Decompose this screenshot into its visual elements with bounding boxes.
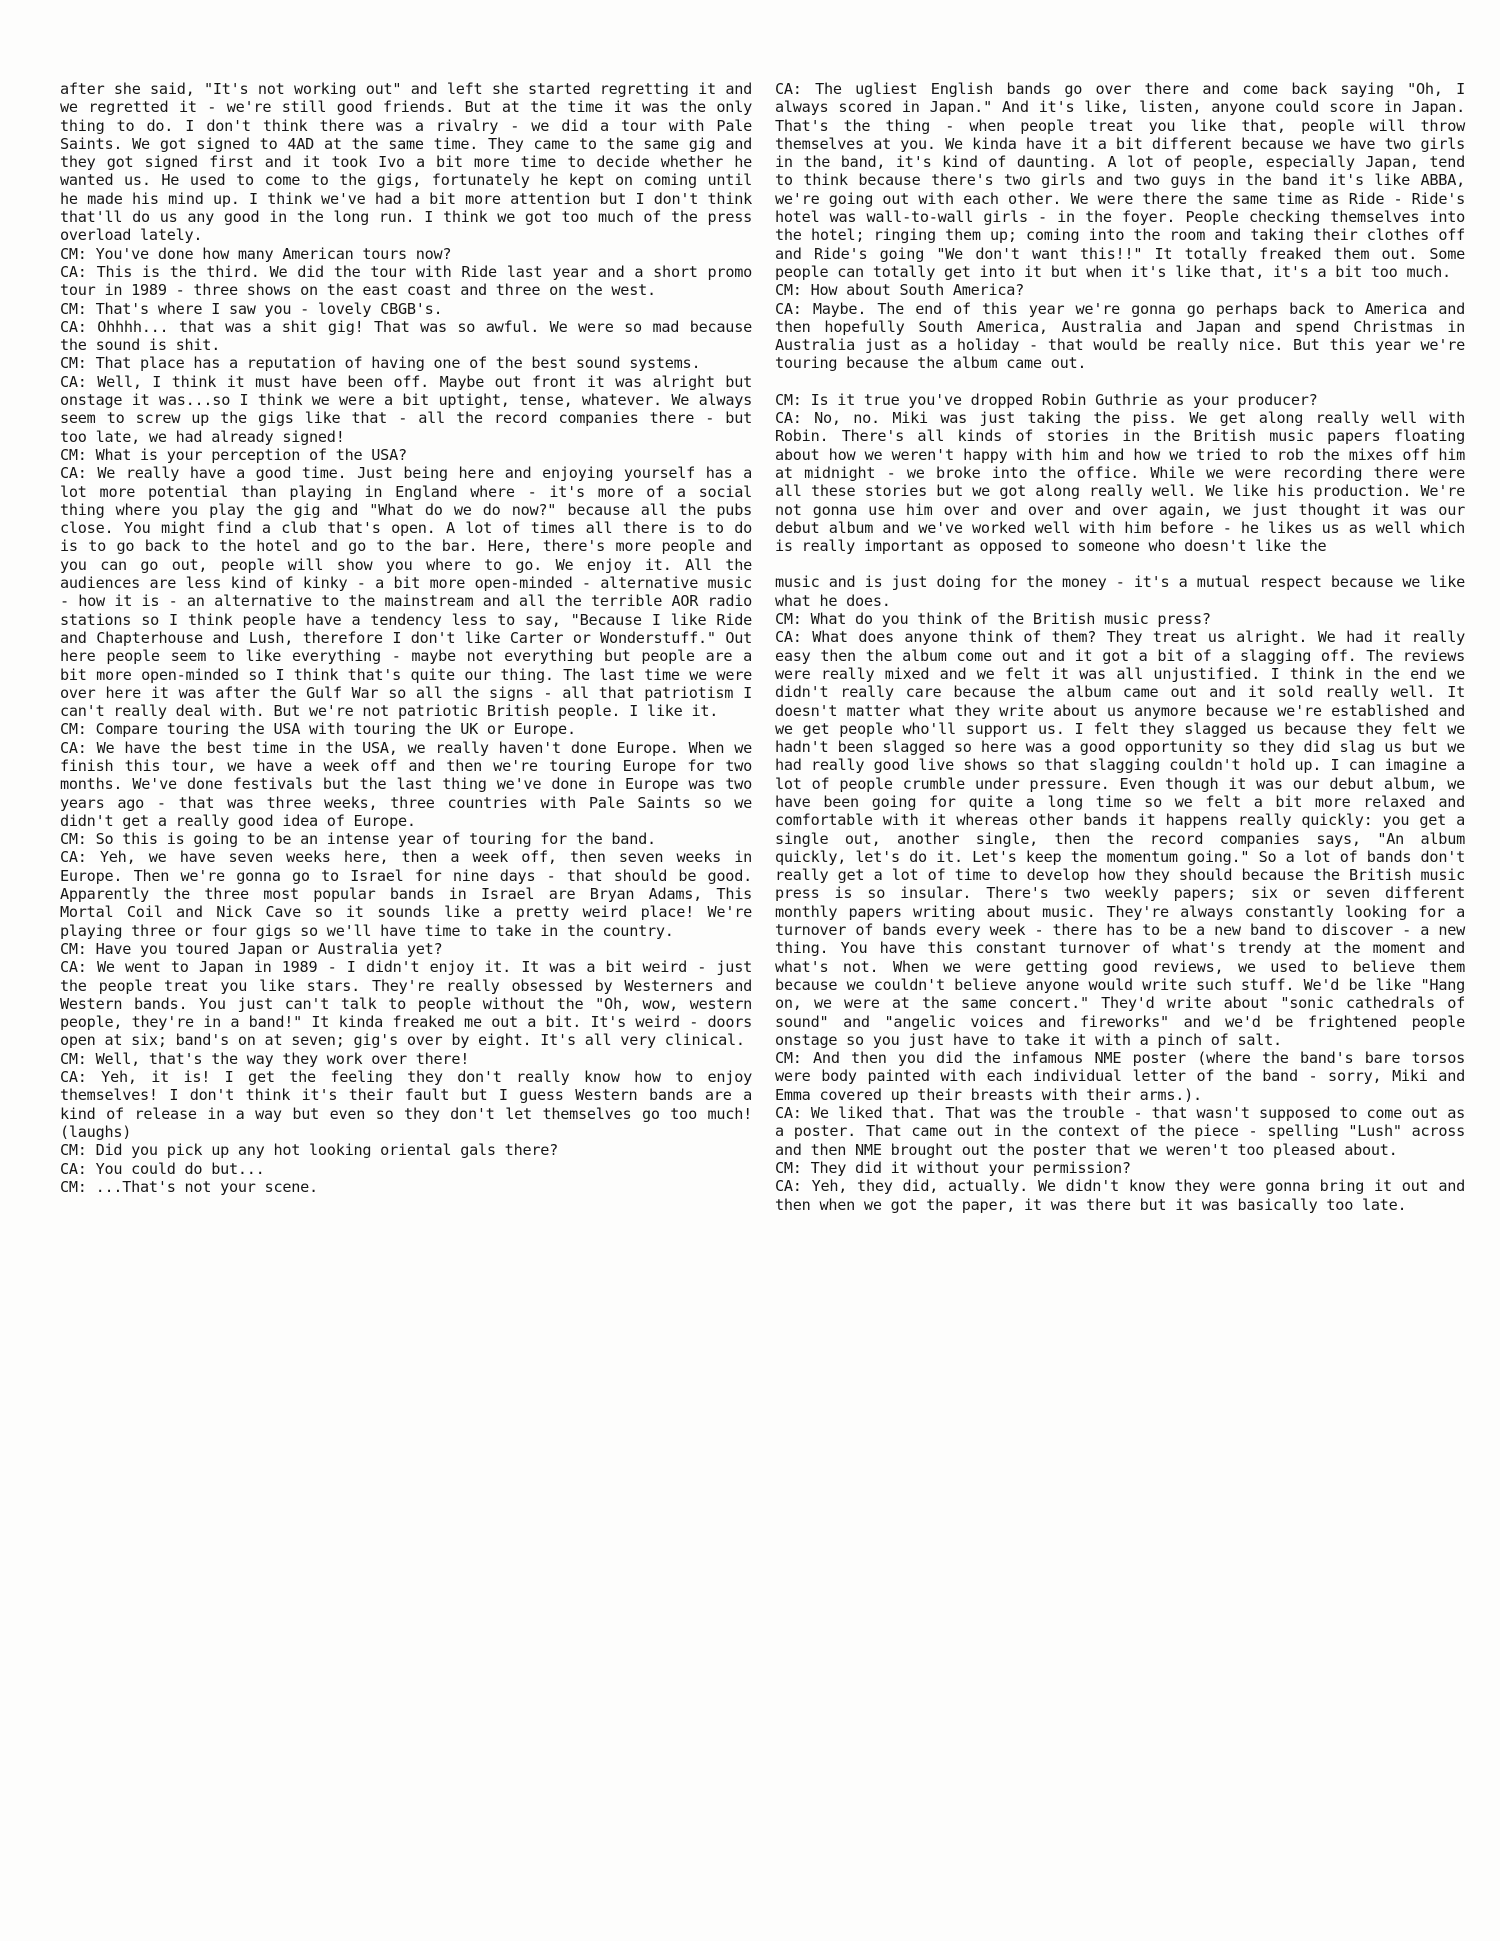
paragraph: CM: Is it true you've dropped Robin Guthrie as your producer? bbox=[775, 390, 1318, 409]
left-column bbox=[60, 80, 752, 1196]
paragraph: CA: We went to Japan in 1989 - I didn't enjoy it. It was a bit weird - just the people treat you like stars. They're really obsessed by Westerners and Western bands. You just can't talk to people without the "Oh, wow, western people, they're in a band!" It kinda freaked me out a bit. It's weird - doors open at six; band's on at seven; gig's over by eight. It's all very clinical. bbox=[60, 958, 752, 1050]
paragraph: CM: And then you did the infamous NME poster (where the band's bare torsos were body painted with each individual letter of the band - sorry, Miki and Emma covered up their breasts with their arms.). bbox=[775, 1049, 1465, 1104]
paragraph: CM: You've done how many American tours now? bbox=[60, 244, 452, 263]
paragraph: CM: ...That's not your scene. bbox=[60, 1177, 318, 1196]
paragraph: CA: Maybe. The end of this year we're gonna go perhaps back to America and then hopefully South America, Australia and Japan and spend Christmas in Australia just as a holiday - that would be really nice. But this year we're touring because the album came out. bbox=[775, 299, 1465, 373]
paragraph: after she said, "It's not working out" and left she started regretting it and we regretted it - we're still good friends. But at the time it was the only thing to do. I don't think there was a rivalry - we did a tour with Pale Saints. We got signed to 4AD at the same time. They came to the same gig and they got signed first and it took Ivo a bit more time to decide whether he wanted us. He used to come to the gigs, fortunately he kept on coming until he made his mind up. I think we've had a bit more attention but I don't think that'll do us any good in the long run. I think we got too much of the press overload lately. bbox=[60, 80, 752, 245]
paragraph: CM: What is your perception of the USA? bbox=[60, 445, 407, 464]
paragraph: CA: Yeh, it is! I get the feeling they don't really know how to enjoy themselves! I don't think it's their fault but I guess Western bands are a kind of release in a way but even so they don't let themselves go too much! (laughs) bbox=[60, 1068, 752, 1141]
paragraph: CM: Compare touring the USA with touring the UK or Europe. bbox=[60, 720, 576, 739]
paragraph: CA: Yeh, they did, actually. We didn't know they were gonna bring it out and then when we got the paper, it was there but it was basically too late. bbox=[775, 1177, 1465, 1214]
paragraph: CA: Yeh, we have seven weeks here, then a week off, then seven weeks in Europe. Then we're gonna go to Israel for nine days - that should be good. Apparently the three most popular bands in Israel are Bryan Adams, This Mortal Coil and Nick Cave so it sounds like a pretty weird place! We're playing three or four gigs so we'll have time to take in the country. bbox=[60, 848, 752, 940]
paragraph: CM: What do you think of the British music press? bbox=[775, 610, 1211, 629]
paragraph: CA: This is the third. We did the tour with Ride last year and a short promo tour in 1989 - three shows on the east coast and three on the west. bbox=[60, 262, 752, 300]
paragraph: CM: Did you pick up any hot looking oriental gals there? bbox=[60, 1141, 559, 1160]
paragraph: CA: What does anyone think of them? They treat us alright. We had it really easy then the album come out and it got a bit of a slagging off. The reviews were really mixed and we felt it was all unjustified. I think in the end we didn't really care because the album came out and it sold really well. It doesn't matter what they write about us anymore because we're established and we get people who'll support us. I felt they slagged us because they felt we hadn't been slagged so here was a good opportunity so they did slag us but we had really good live shows so that slagging couldn't hold up. I can imagine a lot of people crumble under pressure. Even though it was our debut album, we have been going for quite a long time so we felt a bit more relaxed and comfortable with it whereas other bands it happens really quickly: you get a single out, another single, then the record companies says, "An album quickly, let's do it. Let's keep the momentum going." So a lot of bands don't really get a lot of time to develop how they should because the British music press is so insular. There's two weekly papers; six or seven different monthly papers writing about music. They're always constantly looking for a turnover of bands every week - there has to be a new band to discover - a new thing. You have this constant turnover of what's trendy at the moment and what's not. When we were getting good reviews, we used to believe them because we couldn't believe anyone would write such stuff. We'd be like "Hang on, we were at the same concert." They'd write about "sonic cathedrals of sound" and "angelic voices and fireworks" and we'd be frightened people onstage so you just have to take it with a pinch of salt. bbox=[775, 628, 1465, 1049]
paragraph: CA: No, no. Miki was just taking the piss. We get along really well with Robin. There's all kinds of stories in the British music papers floating about how we weren't happy with him and how we tried to rob the mixes off him at midnight - we broke into the office. While we were recording there were all these stories but we got along really well. We like his production. We're not gonna use him over and over and over again, we just thought it was our debut album and we've worked well with him before - he likes us as well which is really important as opposed to someone who doesn't like the bbox=[775, 409, 1465, 556]
paragraph: CM: Have you toured Japan or Australia yet? bbox=[60, 939, 443, 958]
paragraph: CA: We have the best time in the USA, we really haven't done Europe. When we finish this tour, we have a week off and then we're touring Europe for two months. We've done festivals but the last thing we've done in Europe was two years ago - that was three weeks, three countries with Pale Saints so we didn't get a really good idea of Europe. bbox=[60, 738, 752, 830]
paragraph: CM: They did it without your permission? bbox=[775, 1158, 1131, 1177]
paragraph: CM: That's where I saw you - lovely CBGB's. bbox=[60, 299, 443, 318]
paragraph: CM: Well, that's the way they work over there! bbox=[60, 1049, 470, 1068]
paragraph: music and is just doing for the money - it's a mutual respect because we like what he does. bbox=[775, 573, 1465, 610]
paragraph: CA: Ohhhh... that was a shit gig! That was so awful. We were so mad because the sound is shit. bbox=[60, 317, 752, 355]
paragraph: CM: How about South America? bbox=[775, 281, 1025, 300]
paragraph: CA: The ugliest English bands go over there and come back saying "Oh, I always scored in Japan." And it's like, listen, anyone could score in Japan. That's the thing - when people treat you like that, people will throw themselves at you. We kinda have it a bit different because we have two girls in the band, it's kind of daunting. A lot of people, especially Japan, tend to think because there's two girls and two guys in the band it's like ABBA, we're going out with each other. We were there the same time as Ride - Ride's hotel was wall-to-wall girls - in the foyer. People checking themselves into the hotel; ringing them up; coming into the room and taking their clothes off and Ride's going "We don't want this!!" It totally freaked them out. Some people can totally get into it but when it's like that, it's a bit too much. bbox=[775, 80, 1465, 281]
right-column bbox=[775, 80, 1465, 1214]
paragraph: CA: Well, I think it must have been off. Maybe out front it was alright but onstage it was...so I think we were a bit uptight, tense, whatever. We always seem to screw up the gigs like that - all the record companies there - but too late, we had already signed! bbox=[60, 372, 752, 446]
paragraph: CM: That place has a reputation of having one of the best sound systems. bbox=[60, 354, 701, 373]
paragraph: CA: You could do but... bbox=[60, 1159, 265, 1178]
paragraph: CA: We liked that. That was the trouble - that wasn't supposed to come out as a poster. That came out in the context of the piece - spelling "Lush" across and then NME brought out the poster that we weren't too pleased about. bbox=[775, 1104, 1465, 1159]
paragraph: CA: We really have a good time. Just being here and enjoying yourself has a lot more potential than playing in England where - it's more of a social thing where you play the gig and "What do we do now?" because all the pubs close. You might find a club that's open. A lot of times all there is to do is to go back to the hotel and go to the bar. Here, there's more people and you can go out, people will show you where to go. We enjoy it. All the audiences are less kind of kinky - a bit more open-minded - alternative music - how it is - an alternative to the mainstream and all the terrible AOR radio stations so I think people have a tendency less to say, "Because I like Ride and Chapterhouse and Lush, therefore I don't like Carter or Wonderstuff." Out here people seem to like everything - maybe not everything but people are a bit more open-minded so I think that's quite our thing. The last time we were over here it was after the Gulf War so all the signs - all that patriotism I can't really deal with. But we're not patriotic British people. I like it. bbox=[60, 464, 752, 721]
paragraph: CM: So this is going to be an intense year of touring for the band. bbox=[60, 830, 656, 849]
